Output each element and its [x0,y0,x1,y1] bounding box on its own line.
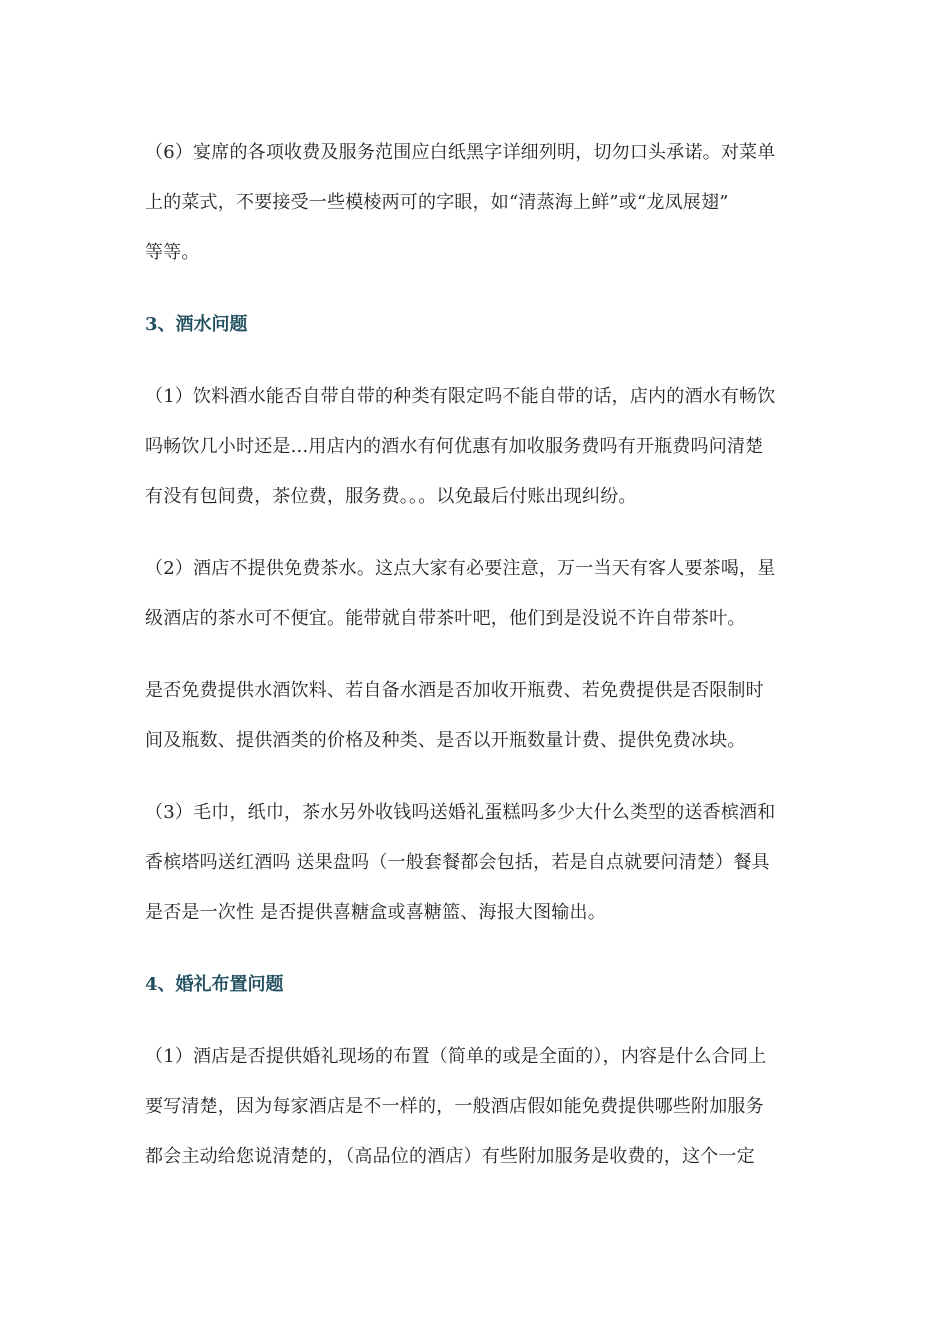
text-line: 等等。 [145,242,200,263]
paragraph-drinks-1 [145,372,810,522]
text-line: 是否是一次性 是否提供喜糖盒或喜糖篮、海报大图输出。 [145,902,606,923]
text-line: （3）毛巾，纸巾，茶水另外收钱吗送婚礼蛋糕吗多少大什么类型的送香槟酒和 [145,802,776,823]
text-line: （2）酒店不提供免费茶水。这点大家有必要注意，万一当天有客人要茶喝，星 [145,558,776,579]
text-line: 有没有包间费，茶位费，服务费。。。以免最后付账出现纠纷。 [145,486,637,507]
text-line: 间及瓶数、提供酒类的价格及种类、是否以开瓶数量计费、提供免费冰块。 [145,730,746,751]
text-line: 要写清楚，因为每家酒店是不一样的，一般酒店假如能免费提供哪些附加服务 [145,1096,764,1117]
text-line: （1）酒店是否提供婚礼现场的布置（简单的或是全面的），内容是什么合同上 [145,1046,767,1067]
heading-decoration: 4、婚礼布置问题 [145,974,284,995]
document-page [145,128,810,1182]
text-line: （1）饮料酒水能否自带自带的种类有限定吗不能自带的话，店内的酒水有畅饮 [145,386,776,407]
text-line: 香槟塔吗送红酒吗 送果盘吗（一般套餐都会包括，若是自点就要问清楚）餐具 [145,852,770,873]
text-line: 是否免费提供水酒饮料、若自备水酒是否加收开瓶费、若免费提供是否限制时 [145,680,764,701]
text-line: 级酒店的茶水可不便宜。能带就自带茶叶吧，他们到是没说不许自带茶叶。 [145,608,746,629]
text-line: 吗畅饮几小时还是...用店内的酒水有何优惠有加收服务费吗有开瓶费吗问清楚 [145,436,764,457]
text-line: 都会主动给您说清楚的，（高品位的酒店）有些附加服务是收费的，这个一定 [145,1146,755,1167]
paragraph-drinks-2b [145,666,810,766]
paragraph-drinks-3 [145,788,810,938]
paragraph-decoration-1 [145,1032,810,1182]
heading-drinks: 3、酒水问题 [145,314,248,335]
text-line: （6）宴席的各项收费及服务范围应白纸黑字详细列明，切勿口头承诺。对菜单 [145,142,776,163]
text-line: 上的菜式，不要接受一些模棱两可的字眼，如“清蒸海上鲜”或“龙凤展翅” [145,192,729,213]
paragraph-drinks-2 [145,544,810,644]
paragraph-banquet-fees [145,128,810,278]
